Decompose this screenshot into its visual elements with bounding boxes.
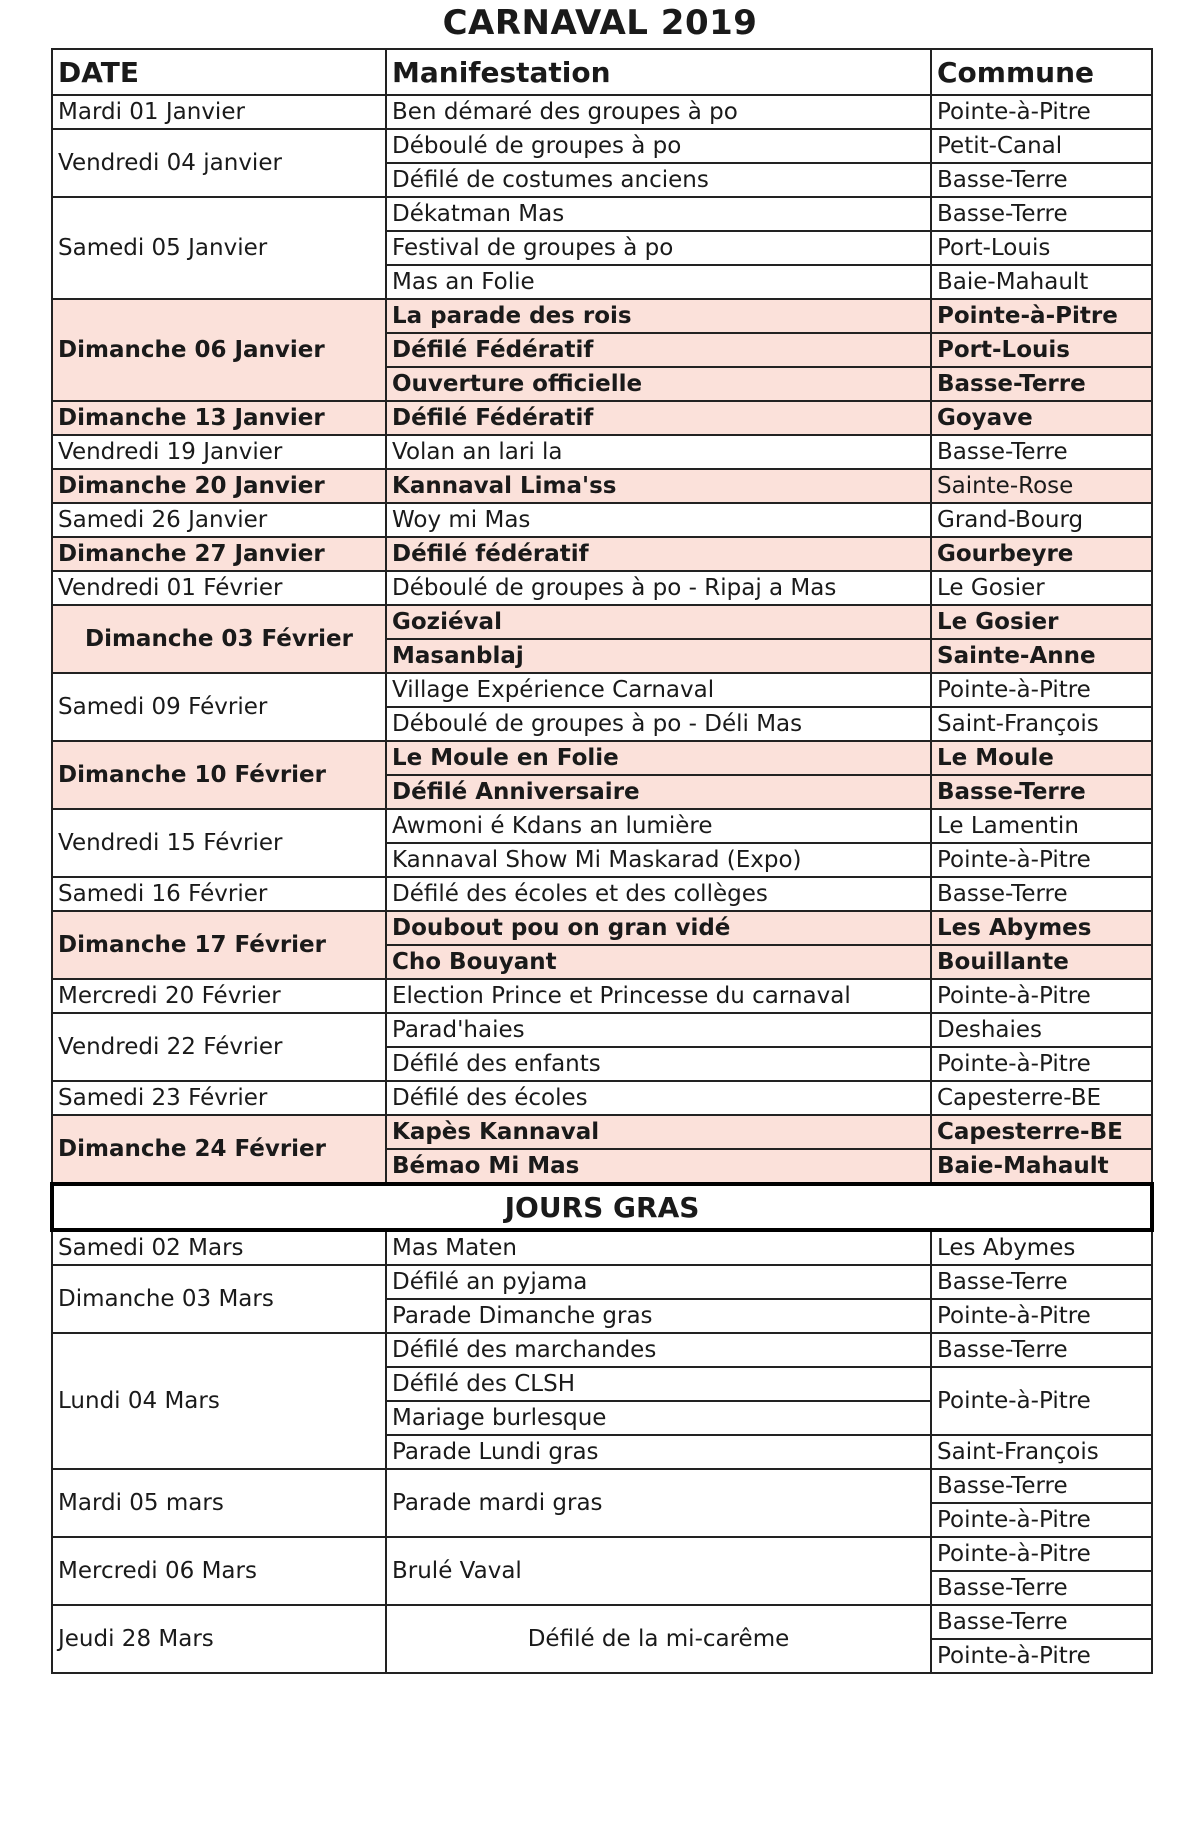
date-cell: Vendredi 01 Février bbox=[52, 571, 386, 605]
table-row bbox=[52, 1333, 1152, 1367]
event-cell: Ben démaré des groupes à po bbox=[386, 95, 931, 129]
date-cell: Mercredi 06 Mars bbox=[52, 1537, 386, 1605]
event-cell: Cho Bouyant bbox=[386, 945, 931, 979]
table-row bbox=[52, 809, 1152, 843]
table-row-highlighted bbox=[52, 741, 1152, 775]
event-cell: Masanblaj bbox=[386, 639, 931, 673]
commune-cell: Pointe-à-Pitre bbox=[931, 1299, 1152, 1333]
table-row bbox=[52, 571, 1152, 605]
event-cell: Défilé des CLSH bbox=[386, 1367, 931, 1401]
event-cell: Brulé Vaval bbox=[386, 1537, 931, 1605]
event-cell: Défilé de costumes anciens bbox=[386, 163, 931, 197]
commune-cell: Grand-Bourg bbox=[931, 503, 1152, 537]
commune-cell: Basse-Terre bbox=[931, 197, 1152, 231]
event-cell: Défilé Fédératif bbox=[386, 333, 931, 367]
table-row-highlighted bbox=[52, 605, 1152, 639]
commune-cell: Gourbeyre bbox=[931, 537, 1152, 571]
event-cell: Kapès Kannaval bbox=[386, 1115, 931, 1149]
event-cell: Awmoni é Kdans an lumière bbox=[386, 809, 931, 843]
date-cell: Samedi 05 Janvier bbox=[52, 197, 386, 299]
table-row bbox=[52, 1230, 1152, 1265]
date-cell: Dimanche 20 Janvier bbox=[52, 469, 386, 503]
commune-cell: Sainte-Rose bbox=[931, 469, 1152, 503]
event-cell: La parade des rois bbox=[386, 299, 931, 333]
table-header-row bbox=[52, 49, 1152, 95]
date-cell: Dimanche 27 Janvier bbox=[52, 537, 386, 571]
commune-cell: Pointe-à-Pitre bbox=[931, 299, 1152, 333]
table-row bbox=[52, 1605, 1152, 1639]
commune-cell: Les Abymes bbox=[931, 911, 1152, 945]
event-cell: Goziéval bbox=[386, 605, 931, 639]
commune-cell: Basse-Terre bbox=[931, 775, 1152, 809]
date-cell: Samedi 23 Février bbox=[52, 1081, 386, 1115]
commune-cell: Le Moule bbox=[931, 741, 1152, 775]
date-cell: Samedi 16 Février bbox=[52, 877, 386, 911]
commune-cell: Port-Louis bbox=[931, 333, 1152, 367]
commune-cell: Basse-Terre bbox=[931, 877, 1152, 911]
date-cell: Lundi 04 Mars bbox=[52, 1333, 386, 1469]
event-cell: Défilé des écoles et des collèges bbox=[386, 877, 931, 911]
commune-cell: Baie-Mahault bbox=[931, 1149, 1152, 1184]
commune-cell: Baie-Mahault bbox=[931, 265, 1152, 299]
event-cell: Déboulé de groupes à po - Ripaj a Mas bbox=[386, 571, 931, 605]
event-cell: Parade Lundi gras bbox=[386, 1435, 931, 1469]
event-cell: Défilé Anniversaire bbox=[386, 775, 931, 809]
table-row-highlighted bbox=[52, 299, 1152, 333]
event-cell: Défilé an pyjama bbox=[386, 1265, 931, 1299]
commune-cell: Pointe-à-Pitre bbox=[931, 1367, 1152, 1435]
commune-cell: Basse-Terre bbox=[931, 1605, 1152, 1639]
date-cell: Jeudi 28 Mars bbox=[52, 1605, 386, 1673]
event-cell: Ouverture officielle bbox=[386, 367, 931, 401]
event-cell: Parade mardi gras bbox=[386, 1469, 931, 1537]
event-cell: Woy mi Mas bbox=[386, 503, 931, 537]
commune-cell: Basse-Terre bbox=[931, 367, 1152, 401]
event-cell: Défilé des enfants bbox=[386, 1047, 931, 1081]
event-cell: Défilé des marchandes bbox=[386, 1333, 931, 1367]
commune-cell: Goyave bbox=[931, 401, 1152, 435]
date-cell: Mardi 05 mars bbox=[52, 1469, 386, 1537]
commune-cell: Deshaies bbox=[931, 1013, 1152, 1047]
event-cell: Déboulé de groupes à po bbox=[386, 129, 931, 163]
table-row bbox=[52, 129, 1152, 163]
table-row bbox=[52, 1265, 1152, 1299]
date-cell: Dimanche 03 Mars bbox=[52, 1265, 386, 1333]
commune-cell: Capesterre-BE bbox=[931, 1115, 1152, 1149]
date-cell: Vendredi 22 Février bbox=[52, 1013, 386, 1081]
commune-cell: Le Gosier bbox=[931, 605, 1152, 639]
table-row bbox=[52, 95, 1152, 129]
commune-cell: Pointe-à-Pitre bbox=[931, 843, 1152, 877]
date-cell: Mardi 01 Janvier bbox=[52, 95, 386, 129]
event-cell: Mariage burlesque bbox=[386, 1401, 931, 1435]
table-row-highlighted bbox=[52, 537, 1152, 571]
commune-cell: Les Abymes bbox=[931, 1230, 1152, 1265]
date-cell: Samedi 09 Février bbox=[52, 673, 386, 741]
commune-cell: Pointe-à-Pitre bbox=[931, 95, 1152, 129]
commune-cell: Le Gosier bbox=[931, 571, 1152, 605]
commune-cell: Saint-François bbox=[931, 1435, 1152, 1469]
section-header-row bbox=[52, 1184, 1152, 1230]
date-cell: Samedi 26 Janvier bbox=[52, 503, 386, 537]
date-cell: Dimanche 10 Février bbox=[52, 741, 386, 809]
column-header-date: DATE bbox=[52, 49, 386, 95]
event-cell: Volan an lari la bbox=[386, 435, 931, 469]
commune-cell: Le Lamentin bbox=[931, 809, 1152, 843]
date-cell: Dimanche 24 Février bbox=[52, 1115, 386, 1184]
table-row-highlighted bbox=[52, 911, 1152, 945]
event-cell: Défilé Fédératif bbox=[386, 401, 931, 435]
event-cell: Parade Dimanche gras bbox=[386, 1299, 931, 1333]
event-cell: Festival de groupes à po bbox=[386, 231, 931, 265]
date-cell: Dimanche 03 Février bbox=[52, 605, 386, 673]
commune-cell: Saint-François bbox=[931, 707, 1152, 741]
event-cell: Village Expérience Carnaval bbox=[386, 673, 931, 707]
event-cell: Kannaval Show Mi Maskarad (Expo) bbox=[386, 843, 931, 877]
commune-cell: Basse-Terre bbox=[931, 1333, 1152, 1367]
table-row bbox=[52, 877, 1152, 911]
table-row-highlighted bbox=[52, 1115, 1152, 1149]
date-cell: Samedi 02 Mars bbox=[52, 1230, 386, 1265]
table-row bbox=[52, 503, 1152, 537]
event-cell: Défilé fédératif bbox=[386, 537, 931, 571]
commune-cell: Pointe-à-Pitre bbox=[931, 979, 1152, 1013]
table-row bbox=[52, 435, 1152, 469]
table-row-highlighted bbox=[52, 469, 1152, 503]
event-cell: Défilé de la mi-carême bbox=[386, 1605, 931, 1673]
date-cell: Dimanche 17 Février bbox=[52, 911, 386, 979]
commune-cell: Pointe-à-Pitre bbox=[931, 1537, 1152, 1571]
commune-cell: Petit-Canal bbox=[931, 129, 1152, 163]
column-header-event: Manifestation bbox=[386, 49, 931, 95]
commune-cell: Pointe-à-Pitre bbox=[931, 673, 1152, 707]
commune-cell: Bouillante bbox=[931, 945, 1152, 979]
event-cell: Le Moule en Folie bbox=[386, 741, 931, 775]
event-cell: Mas an Folie bbox=[386, 265, 931, 299]
event-cell: Kannaval Lima'ss bbox=[386, 469, 931, 503]
date-cell: Mercredi 20 Février bbox=[52, 979, 386, 1013]
commune-cell: Pointe-à-Pitre bbox=[931, 1639, 1152, 1673]
commune-cell: Basse-Terre bbox=[931, 1571, 1152, 1605]
commune-cell: Port-Louis bbox=[931, 231, 1152, 265]
page-title: CARNAVAL 2019 bbox=[442, 3, 758, 43]
table-row bbox=[52, 1081, 1152, 1115]
date-cell: Vendredi 19 Janvier bbox=[52, 435, 386, 469]
event-cell: Doubout pou on gran vidé bbox=[386, 911, 931, 945]
table-row bbox=[52, 197, 1152, 231]
carnival-schedule-table bbox=[50, 48, 1154, 1674]
commune-cell: Basse-Terre bbox=[931, 1265, 1152, 1299]
table-row bbox=[52, 1013, 1152, 1047]
date-cell: Vendredi 15 Février bbox=[52, 809, 386, 877]
commune-cell: Basse-Terre bbox=[931, 163, 1152, 197]
date-cell: Dimanche 06 Janvier bbox=[52, 299, 386, 401]
event-cell: Bémao Mi Mas bbox=[386, 1149, 931, 1184]
event-cell: Parad'haies bbox=[386, 1013, 931, 1047]
date-cell: Dimanche 13 Janvier bbox=[52, 401, 386, 435]
commune-cell: Capesterre-BE bbox=[931, 1081, 1152, 1115]
date-cell: Vendredi 04 janvier bbox=[52, 129, 386, 197]
table-row bbox=[52, 673, 1152, 707]
event-cell: Défilé des écoles bbox=[386, 1081, 931, 1115]
commune-cell: Sainte-Anne bbox=[931, 639, 1152, 673]
table-row bbox=[52, 979, 1152, 1013]
table-row bbox=[52, 1537, 1152, 1571]
column-header-commune: Commune bbox=[931, 49, 1152, 95]
event-cell: Mas Maten bbox=[386, 1230, 931, 1265]
commune-cell: Basse-Terre bbox=[931, 435, 1152, 469]
event-cell: Election Prince et Princesse du carnaval bbox=[386, 979, 931, 1013]
commune-cell: Pointe-à-Pitre bbox=[931, 1503, 1152, 1537]
commune-cell: Basse-Terre bbox=[931, 1469, 1152, 1503]
event-cell: Déboulé de groupes à po - Déli Mas bbox=[386, 707, 931, 741]
table-row-highlighted bbox=[52, 401, 1152, 435]
event-cell: Dékatman Mas bbox=[386, 197, 931, 231]
commune-cell: Pointe-à-Pitre bbox=[931, 1047, 1152, 1081]
section-title: JOURS GRAS bbox=[52, 1184, 1152, 1230]
